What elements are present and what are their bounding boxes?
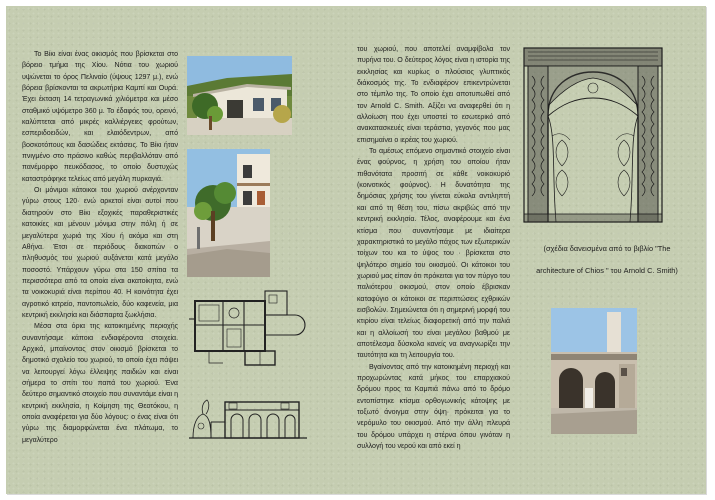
brochure-sheet — [6, 6, 706, 494]
paragraph: Μέσα στα όρια της κατοικημένης περιοχής συναντήσαμε κάποια ενδιαφέροντα στοιχεία. Αρχικά, μπαίνοντας στον οικισμό βρίσκεται το δημοτικό σχολείο του χωριού, το οποίο έχει πάψει να λειτουργεί λόγω έλλειψης παιδιών και είναι σήμερα το σπίτι του παπά του χωριού. Ένα δεύτερο σημαντικό στοιχείο που συναντάμε είναι η κεντρική εκκλησία, η Κοίμηση της Θεοτόκου, η οποία αναφέρεται για δύο λόγους: ο ένας είναι ότι γύρω της διαμορφώνεται ένα πλάτωμα, το μεγαλύτερο — [22, 322, 178, 444]
paragraph: Οι μόνιμοι κάτοικοι του χωριού ανέρχονταν γύρω στους 120· ενώ αρκετοί είναι αυτοί που διατηρούν στο Βίκι εξοχικές παραθεριστικές κατοικίες και μένουν μόνιμα στην πόλη ή σε μεγαλύτερα χωριά της Χίου ή ακόμα και στη Αθήνα. Έτσι σε περιόδους διακοπών ο πληθυσμός του χωριού αυξάνεται κατά μεγάλο ποσοστό. Υπάρχουν γύρω στα 150 σπίτια τα περισσότερα από τα οποία είναι ακατοίκητα, ενώ τα νοικοκυριά είναι περίπου 40. Η κοινότητα έχει αγροτικό ιατρείο, παντοπωλείο, δύο καφενεία, μια κεντρική εκκλησία και διάσπαρτα ξωκλήσια. — [22, 186, 178, 319]
middle-text-column — [357, 44, 510, 452]
floor-plan-drawing — [189, 289, 306, 371]
village-street-photo — [187, 149, 270, 277]
paragraph: του χωριού, που αποτελεί αναμφίβολα τον πυρήνα του. Ο δεύτερος λόγος είναι η ιστορία της εκκλησίας και κυρίως ο πλούσιος γλυπτικός διάκοσμός της. Το ενδιαφέρον επικεντρώνεται στο τέμπλο της. Το οποίο έχει αποτυπωθεί από τον Arnold C. Smith. Αξίζει να αναφερθεί ότι η αλλοίωση που έχει υποστεί το εσωτερικό από ανακατασκευές είναι τεράστια, γεγονός που μας επισημαίνει ο ιερέας του χωριού. — [357, 45, 510, 144]
paragraph: Το Βίκι είναι ένας οικισμός που βρίσκεται στο βόρειο τμήμα της Χίου. Νότια του χωριού υψώνεται το όρος Πελιναίο (ύψους 1297 μ.), ενώ βόρεια βρίσκονται τα ακρωτήρια Καμπί και Ουρά. Έχει έκταση 14 τετραγωνικά χιλιόμετρα και μέσο σταθμικό υψόμετρο 360 μ. Το έδαφός του, ορεινό, καλύπτεται από μικρές καλλιέργειες φρούτων, εσπεριδοειδών, και ελαιόδεντρων, από βοσκοτόπους και δασώδεις εκτάσεις. Το Βίκι ήταν πνιγμένο στο πράσινο καθώς περιβαλλόταν από πανέμορφο πευκόδασος, το οποίο δυστυχώς καταστράφηκε τελείως από μεγάλη πυρκαγιά. — [22, 50, 178, 183]
elevation-drawing — [189, 392, 307, 442]
paragraph: Βγαίνοντας από την κατοικημένη περιοχή και προχωρώντας κατά μήκος του επαρχιακού δρόμου προς τα Καμπιά πάνω από το δρόμο εντοπίστηκε κτίσμα ορθογωνικής κάτοψης με τοξωτό άνοιγμα στην όψη· πρόκειται για το νερόμυλο του οικισμού. Από την άλλη πλευρά του δρόμου υπάρχει η στέρνα όπου γινόταν η συλλογή του νερού και από εκεί η — [357, 362, 510, 451]
caption-line: architecture of Chios " του Arnold C. Smith) — [536, 266, 678, 275]
iconostasis-drawing — [522, 46, 664, 224]
left-text-column — [22, 49, 178, 446]
paragraph: Το αμέσως επόμενο σημαντικό στοιχείο είναι ένας φούρνος, η χρήση του οποίου ήταν πιθανότατα προσιτή σε κάθε νοικοκυριό (κοινοτικός φούρνος). Η δυνατότητα της δημόσιας χρήσης του γίνεται εύκολα αντιληπτή και από τη θέση του, πίσω ακριβώς από την κεντρική εκκλησία. Τέλος, αναφέρουμε και ένα κτίσμα που συναντήσαμε με ιδιαίτερα χαρακτηριστικά το μεγάλο πάχος των εξωτερικών τοίχων του και το ύψος του · βρίσκεται στο ψηλότερο σημείο του οικισμού. Οι κάτοικοι του χωριού μας είπαν ότι πρόκειται για τον πύργο του παλιότερου οικισμού, στον οποίο έβρισκαν καταφύγιο οι κάτοικοι σε περιπτώσεις εχθρικών εισβολών. Σημειώνεται ότι η σημερινή μορφή του κτιρίου είναι τελείως διαφορετική από την παλιά και η αλλοίωσή του είναι μεγάλου βαθμού με αποτέλεσμα δύσκολα κανείς να αναγνωρίζει την ταυτότητα και τη λειτουργία του. — [357, 147, 510, 360]
village-house-photo — [187, 56, 292, 135]
drawing-caption — [512, 238, 702, 282]
arched-building-photo — [551, 308, 637, 434]
caption-line: (σχέδια δανεισμένα από το βιβλίο "The — [543, 244, 671, 253]
